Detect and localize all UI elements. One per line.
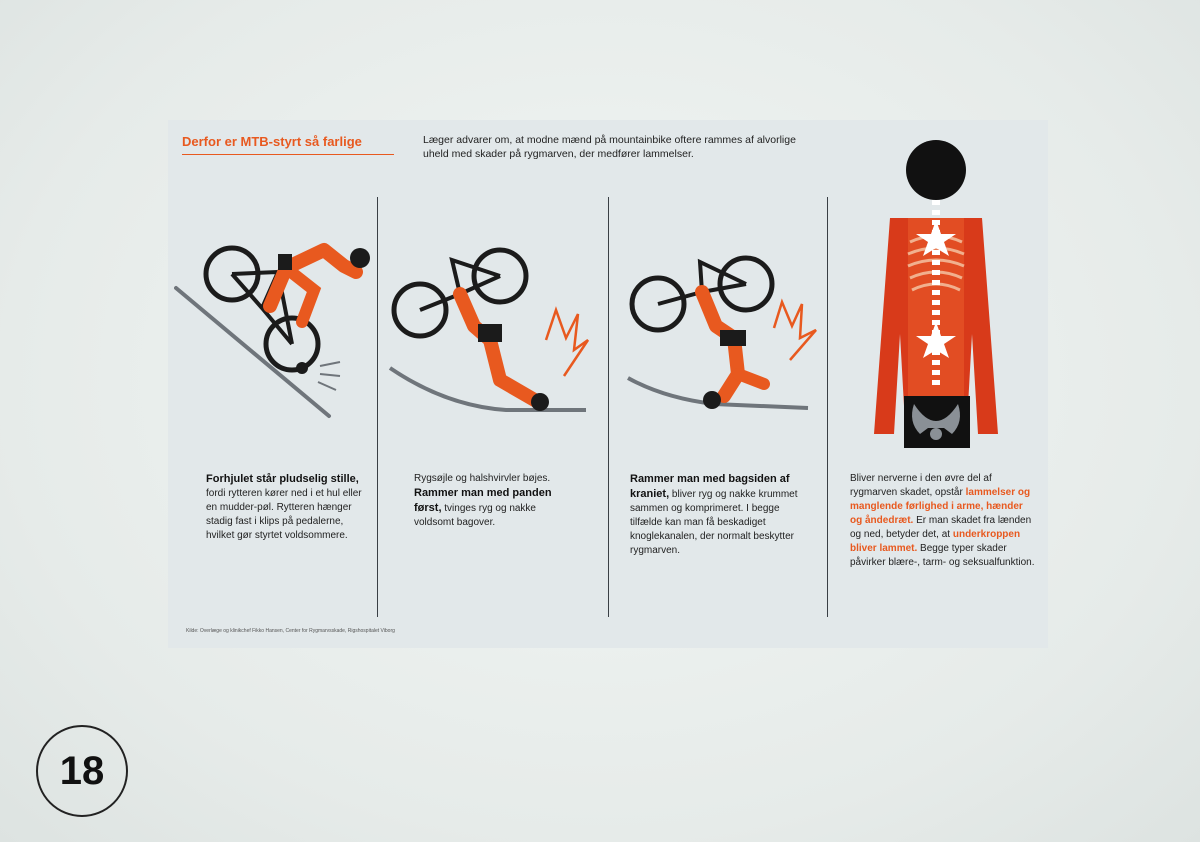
- infographic-panel: [168, 120, 1048, 648]
- column-2-text: [414, 472, 574, 530]
- column-4-text: [850, 472, 1036, 570]
- column-divider-3: [827, 197, 828, 617]
- column-2-pre: Rygsøjle og halshvirvler bøjes.: [414, 473, 551, 484]
- illustration-fall-forward: [174, 210, 374, 420]
- column-4-mid: Er man skadet fra lænden og ned, betyder det, at: [850, 515, 1032, 540]
- column-1-text: [206, 472, 368, 543]
- impact-spark-icon: [546, 310, 588, 376]
- column-4-orange-1: lammelser og manglende førlighed i arme, hænder og åndedræt.: [850, 487, 1031, 526]
- column-4-post: Begge typer skader påvirker blære-, tarm- og seksualfunktion.: [850, 543, 1035, 568]
- column-3-bold: Rammer man med bagsiden af kraniet,: [630, 473, 790, 500]
- column-1-body: fordi rytteren kører ned i et hul eller en mudder-pøl. Rytteren hænger stadig fast i klips på pedalerne, hvilket gør styrtet voldsommere.: [206, 488, 362, 541]
- infographic-intro: Læger advarer om, at modne mænd på mountainbike oftere rammes af alvorlige uheld med skader på rygmarven, der medfører lammelser.: [423, 134, 796, 160]
- rider-icon: [460, 294, 549, 411]
- column-2-body: tvinges ryg og nakke voldsomt bagover.: [414, 503, 536, 528]
- illustration-forehead-impact: [386, 240, 591, 420]
- column-divider-1: [377, 197, 378, 617]
- impact-spark-icon: [774, 302, 816, 360]
- column-1-bold: Forhjulet står pludselig stille,: [206, 473, 359, 485]
- source-credit: Kilde: Overlæge og klinikchef Fikko Hansen, Center for Rygmarvsskade, Rigshospitalet Viborg: [186, 628, 395, 634]
- column-4-orange-2: underkroppen bliver lammet.: [850, 529, 1021, 554]
- infographic-title: Derfor er MTB-styrt så farlige: [182, 134, 394, 155]
- column-3-body: bliver ryg og nakke krummet sammen og komprimeret. I begge tilfælde kan man få beskadiget knoglekanalen, der normalt beskytter rygmarven.: [630, 489, 798, 556]
- column-divider-2: [608, 197, 609, 617]
- column-2-bold: Rammer man med panden først,: [414, 487, 552, 514]
- column-3-text: [630, 472, 800, 558]
- page-number: 18: [36, 725, 128, 817]
- illustration-backhead-impact: [624, 244, 829, 420]
- column-4-pre: Bliver nerverne i den øvre del af rygmarven skadet, opstår: [850, 473, 992, 498]
- illustration-spine-body: [860, 138, 1010, 453]
